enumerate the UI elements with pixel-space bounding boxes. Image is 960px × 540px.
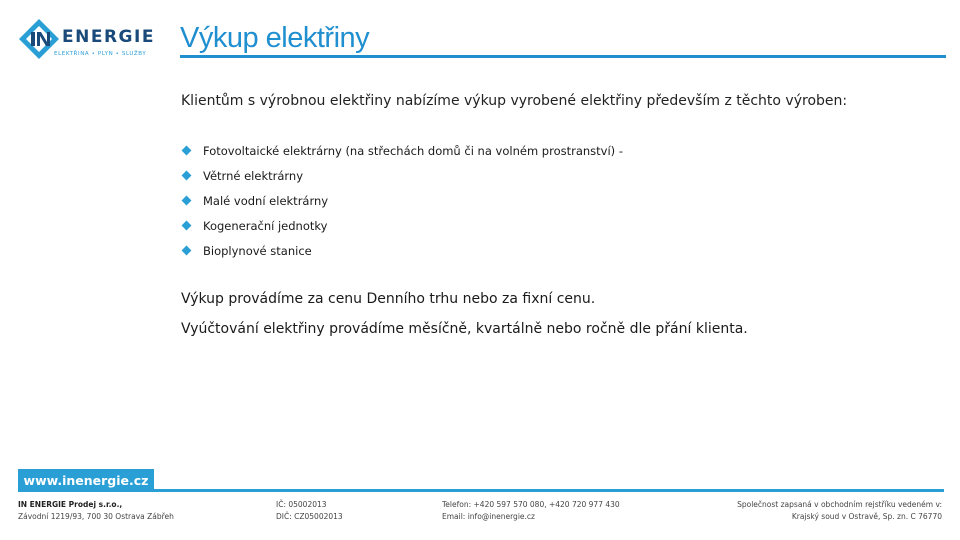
company-address: Závodní 1219/93, 700 30 Ostrava Zábřeh: [18, 512, 174, 521]
logo-wordmark: ENERGIE: [62, 27, 155, 47]
bullet-diamond-icon: [182, 171, 192, 181]
website-link[interactable]: www.inenergie.cz: [18, 469, 154, 491]
footer-registry: [737, 499, 942, 523]
list-item-label: Fotovoltaické elektrárny (na střechách domů či na volném prostranství) -: [203, 143, 623, 158]
title-underline: [180, 55, 946, 58]
pricing-paragraph: Výkup provádíme za cenu Denního trhu nebo za fixní cenu.: [181, 291, 596, 307]
list-item-label: Větrné elektrárny: [203, 168, 304, 183]
list-item: [181, 213, 623, 238]
page-title: Výkup elektřiny: [180, 22, 370, 54]
bullet-diamond-icon: [182, 196, 192, 206]
footer-company: [18, 499, 174, 523]
bullet-diamond-icon: [182, 246, 192, 256]
billing-paragraph: Vyúčtování elektřiny provádíme měsíčně, kvartálně nebo ročně dle přání klienta.: [181, 321, 748, 337]
source-list: [181, 138, 623, 263]
company-dic: DIČ: CZ05002013: [276, 512, 343, 521]
bullet-diamond-icon: [182, 221, 192, 231]
registry-line-2: Krajský soud v Ostravě, Sp. zn. C 76770: [791, 512, 942, 521]
list-item-label: Kogenerační jednotky: [203, 218, 328, 233]
footer-ids: [276, 499, 343, 523]
intro-text: Klientům s výrobnou elektřiny nabízíme výkup vyrobené elektřiny především z těchto výroben:: [181, 93, 848, 109]
list-item-label: Malé vodní elektrárny: [203, 193, 329, 208]
bullet-diamond-icon: [182, 146, 192, 156]
list-item: [181, 138, 623, 163]
company-email[interactable]: Email: info@inenergie.cz: [442, 512, 535, 521]
registry-line-1: Společnost zapsaná v obchodním rejstříku vedeném v:: [737, 500, 942, 509]
company-phone: Telefon: +420 597 570 080, +420 720 977 430: [442, 500, 620, 509]
footer-divider: [18, 489, 944, 492]
list-item-label: Bioplynové stanice: [203, 243, 312, 258]
logo-tagline: ELEKTŘINA • PLYN • SLUŽBY: [54, 51, 147, 57]
list-item: [181, 163, 623, 188]
list-item: [181, 238, 623, 263]
company-ico: IČ: 05002013: [276, 500, 327, 509]
company-name: IN ENERGIE Prodej s.r.o.,: [18, 500, 123, 509]
company-logo: [18, 18, 158, 62]
footer-contact: [442, 499, 620, 523]
list-item: [181, 188, 623, 213]
